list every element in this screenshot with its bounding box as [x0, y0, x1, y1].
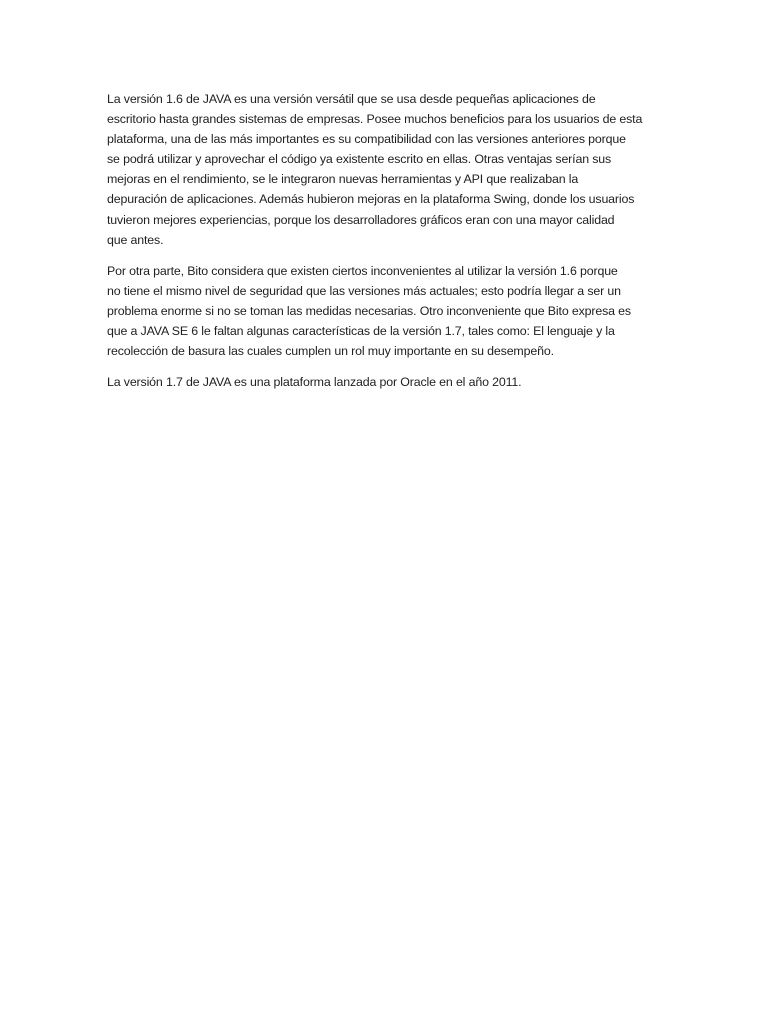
text-line: plataforma, una de las más importantes es su compatibilidad con las versiones anteriores porque [107, 132, 626, 147]
paragraph-java-1-7-release [107, 372, 663, 392]
text-line: no tiene el mismo nivel de seguridad que las versiones más actuales; esto podría llegar a ser un [107, 283, 621, 298]
text-line: escritorio hasta grandes sistemas de empresas. Posee muchos beneficios para los usuarios de esta [107, 112, 643, 127]
text-line: problema enorme si no se toman las medidas necesarias. Otro inconveniente que Bito expresa es [107, 303, 631, 318]
document-body [107, 89, 663, 403]
paragraph-java-1-6-overview [107, 89, 663, 250]
text-line: se podrá utilizar y aprovechar el código ya existente escrito en ellas. Otras ventajas serían sus [107, 152, 612, 167]
text-line: tuvieron mejores experiencias, porque los desarrolladores gráficos eran con una mayor calidad [107, 212, 615, 227]
paragraph-java-1-6-drawbacks [107, 261, 663, 361]
text-line: mejoras en el rendimiento, se le integraron nuevas herramientas y API que realizaban la [107, 172, 579, 187]
text-line: depuración de aplicaciones. Además hubieron mejoras en la plataforma Swing, donde los usuarios [107, 192, 635, 207]
text-line: recolección de basura las cuales cumplen un rol muy importante en su desempeño. [107, 344, 554, 359]
text-line: que antes. [107, 232, 164, 247]
text-line: La versión 1.6 de JAVA es una versión versátil que se usa desde pequeñas aplicaciones de [107, 92, 596, 106]
text-line: que a JAVA SE 6 le faltan algunas características de la versión 1.7, tales como: El lenguaje y la [107, 324, 615, 339]
text-line: Por otra parte, Bito considera que existen ciertos inconvenientes al utilizar la versión 1.6 porque [107, 263, 618, 278]
text-line: La versión 1.7 de JAVA es una plataforma lanzada por Oracle en el año 2011. [107, 375, 522, 390]
